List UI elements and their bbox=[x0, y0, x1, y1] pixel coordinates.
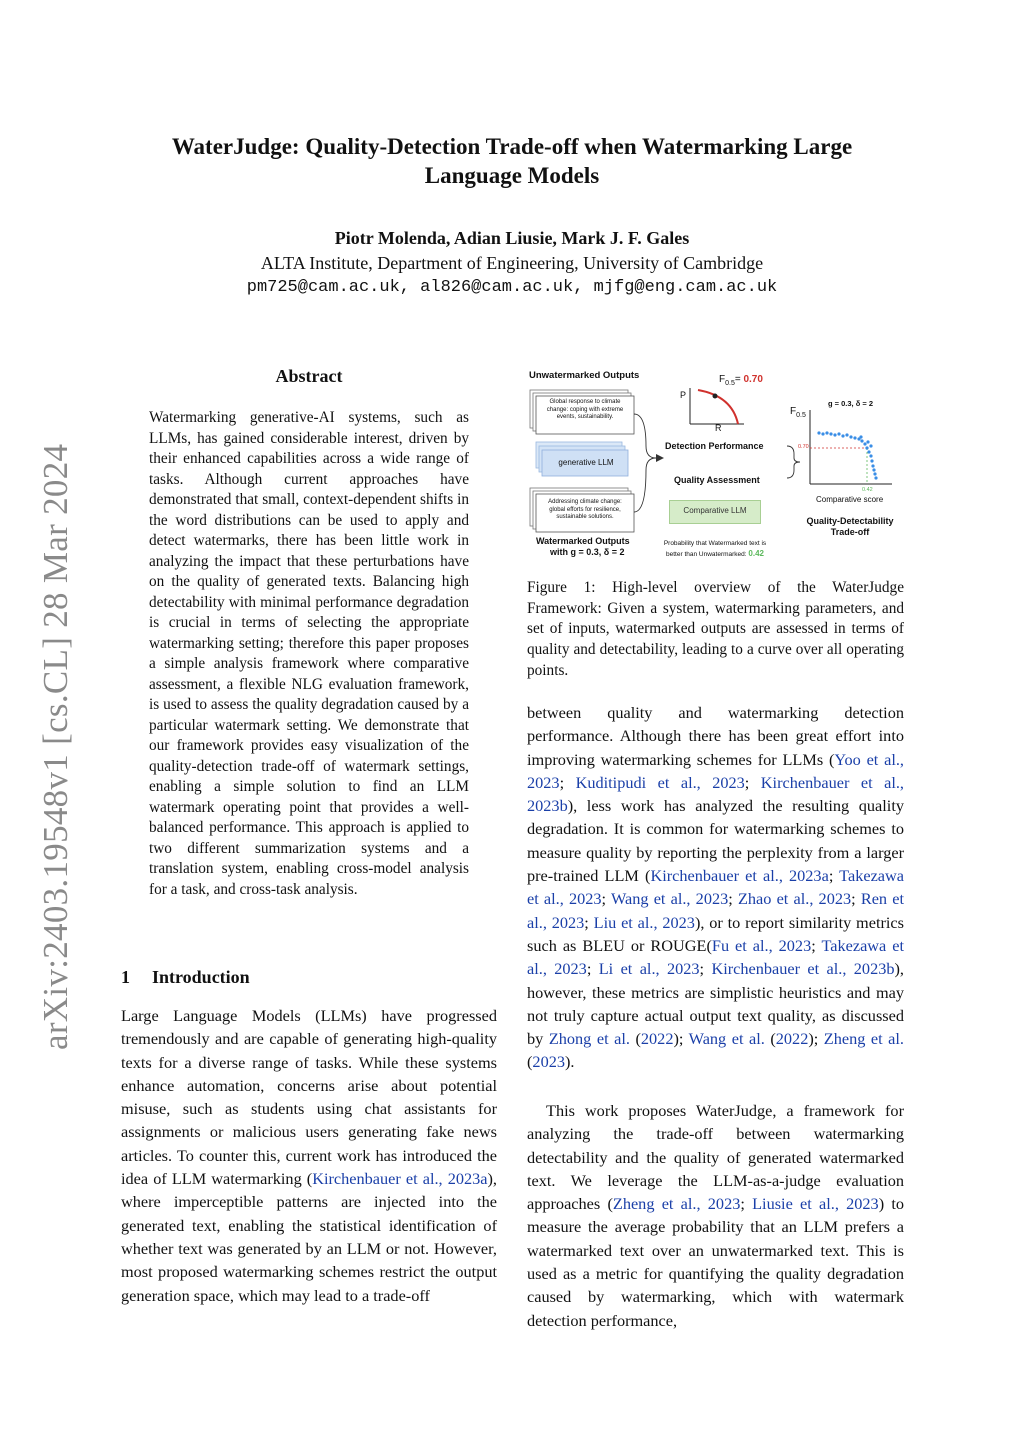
citation-link[interactable]: Li et al., 2023 bbox=[598, 959, 700, 979]
paper-title bbox=[0, 132, 1024, 190]
citation-link[interactable]: Zheng et al. bbox=[823, 1029, 905, 1049]
doc-bottom-text: Addressing climate change: global efforts for resilience, sustainable solutions. bbox=[548, 499, 622, 520]
text-run: ; bbox=[828, 866, 840, 886]
citation-link[interactable]: Kirchenbauer et al., 2023b bbox=[711, 959, 895, 979]
citation-link[interactable]: Ren et al., 2023 bbox=[527, 889, 904, 932]
doc-top-text: Global response to climate change: coping with extreme events, sustainability. bbox=[546, 399, 624, 420]
authors: Piotr Molenda, Adian Liusie, Mark J. F. Gales bbox=[334, 228, 690, 248]
pr-axis-r-label: R bbox=[715, 423, 722, 433]
arrow-head bbox=[656, 454, 664, 462]
probability-value: 0.42 bbox=[748, 549, 764, 558]
f-equals: = bbox=[734, 374, 741, 385]
citation-link[interactable]: 2023 bbox=[532, 1052, 565, 1072]
citation-link[interactable]: Wang et al. bbox=[688, 1029, 765, 1049]
text-run: between quality and watermarking detection performance. Although there has been great effort into improving watermarking schemes for LLMs ( bbox=[527, 703, 904, 769]
text-run: ) to measure the average probability that an LLM prefers a watermarked text over an unwatermarked text. This is used as a metric for quantifying the quality degradation caused by watermarking, which with watermark detection performance, bbox=[527, 1194, 904, 1330]
text-run: ), where imperceptible patterns are injected into the generated text, enabling the statistical identification of whether text was generated by an LLM or not. However, most proposed watermarking schemes restrict the output generation space, which may lead to a trade-off bbox=[121, 1169, 497, 1305]
detection-performance-label: Detection Performance bbox=[665, 441, 764, 451]
brace-connector bbox=[787, 446, 800, 478]
f-score-value: 0.70 bbox=[743, 374, 763, 385]
citation-link[interactable]: Zhong et al. bbox=[548, 1029, 630, 1049]
text-run: ), however, these metrics are simplistic heuristics and may not truly capture actual output text quality, as discussed by bbox=[527, 959, 904, 1049]
text-run: This work proposes WaterJudge, a framework for analyzing the trade-off between watermarking detectability and the quality of generated watermarked text. We leverage the LLM-as-a-judge evaluation approaches ( bbox=[527, 1101, 904, 1214]
text-run: ( bbox=[527, 1052, 533, 1072]
tradeoff-scatter bbox=[817, 431, 877, 479]
text-run: Large Language Models (LLMs) have progressed tremendously and are capable of generating high-quality texts for a diverse range of tasks. While these systems enhance automation, concerns arise about potential misuse, such as students using chat assistants for assignments or malicious users generating fake news articles. To counter this, current work has introduced the idea of LLM watermarking ( bbox=[121, 1006, 497, 1189]
arrow-connector bbox=[634, 458, 656, 512]
citation-link[interactable]: Kuditipudi et al., 2023 bbox=[575, 772, 745, 792]
citation-link[interactable]: Kirchenbauer et al., 2023a bbox=[312, 1169, 488, 1189]
pr-axis-p-label: P bbox=[680, 390, 687, 400]
title-line-2: Language Models bbox=[424, 163, 600, 188]
quality-assessment-label: Quality Assessment bbox=[674, 475, 760, 485]
text-run: ; bbox=[728, 889, 738, 909]
tradeoff-title-2: Trade-off bbox=[830, 527, 870, 537]
text-run: ; bbox=[586, 959, 599, 979]
text-run: ), less work has analyzed the resulting quality degradation. It is common for watermarking schemes to measure quality by reporting the perplexity from a larger pre-trained LLM ( bbox=[527, 796, 904, 886]
citation-link[interactable]: Kirchenbauer et al., 2023b bbox=[527, 772, 904, 816]
f-score-label bbox=[719, 374, 763, 387]
citation-link[interactable]: Fu et al., 2023 bbox=[711, 935, 812, 955]
text-run: ; bbox=[559, 772, 576, 792]
tradeoff-title-1: Quality-Detectability bbox=[806, 516, 894, 526]
probability-line-2 bbox=[660, 549, 770, 558]
citation-link[interactable]: Liu et al., 2023 bbox=[593, 912, 695, 932]
section-title: Introduction bbox=[152, 967, 250, 987]
tradeoff-y-tick: 0.70 bbox=[798, 444, 809, 450]
generative-llm-label: generative LLM bbox=[558, 458, 614, 467]
text-run: ). bbox=[564, 1052, 575, 1072]
text-run: ); bbox=[673, 1029, 689, 1049]
text-run: ), or to report similarity metrics such as BLEU or ROUGE( bbox=[527, 912, 904, 955]
comparative-llm-label: Comparative LLM bbox=[683, 506, 747, 515]
watermarked-label-1: Watermarked Outputs bbox=[536, 536, 630, 546]
tradeoff-y-subscript: 0.5 bbox=[796, 412, 806, 419]
citation-link[interactable]: Takezawa et al., 2023 bbox=[527, 935, 905, 979]
tradeoff-x-tick: 0.42 bbox=[862, 487, 873, 493]
text-run: ; bbox=[851, 889, 861, 909]
text-run: ( bbox=[629, 1029, 641, 1049]
watermarked-label-2: with g = 0.3, δ = 2 bbox=[550, 547, 625, 557]
section-heading-introduction bbox=[121, 967, 250, 988]
text-run: ; bbox=[584, 912, 594, 932]
f-subscript: 0.5 bbox=[725, 380, 735, 387]
arxiv-identifier: arXiv:2403.19548v1 [cs.CL] 28 Mar 2024 bbox=[36, 443, 75, 1050]
citation-link[interactable]: Zheng et al., 2023 bbox=[612, 1194, 741, 1214]
citation-link[interactable]: Wang et al., 2023 bbox=[610, 889, 729, 909]
tradeoff-x-label: Comparative score bbox=[816, 495, 884, 504]
tradeoff-params: g = 0.3, δ = 2 bbox=[828, 399, 873, 408]
tradeoff-y-label bbox=[790, 406, 806, 419]
f-symbol: F bbox=[719, 374, 726, 385]
author-emails: pm725@cam.ac.uk, al826@cam.ac.uk, mjfg@eng.cam.ac.uk bbox=[246, 278, 778, 297]
section-number: 1 bbox=[121, 967, 130, 987]
text-run: ; bbox=[744, 772, 761, 792]
pr-operating-point bbox=[713, 394, 718, 399]
abstract-text: Watermarking generative-AI systems, such as LLMs, has gained considerable interest, driven by their enhanced capabilities across a wide range of tasks. Although current approaches have demonstrated that small, context-dependent shifts in the word distributions can be used to apply and detect watermarks, there has been little work in analyzing the impact that these perturbations have on the quality of generated texts. Balancing high detectability with minimal performance degradation is crucial in terms of selecting the appropriate watermarking setting; therefore this paper proposes a simple analysis framework where comparative assessment, a flexible NLG evaluation framework, is used to assess the quality degradation caused by a particular watermark setting. We demonstrate that our framework provides easy visualization of the quality-detection trade-off of watermark settings, enabling a simple solution to find an LLM watermark operating point that provides a well-balanced performance. This approach is applied to two different summarization systems and a translation system, enabling cross-model analysis for a task, and cross-task analysis. bbox=[149, 409, 469, 898]
figure-caption: Figure 1: High-level overview of the WaterJudge Framework: Given a system, watermarking parameters, and set of inputs, watermarked outputs are assessed in terms of quality and detectability, leading to a curve over all operating points. bbox=[527, 579, 904, 679]
unwatermarked-label: Unwatermarked Outputs bbox=[529, 370, 640, 381]
text-run: ; bbox=[699, 959, 712, 979]
citation-link[interactable]: Takezawa et al., 2023 bbox=[527, 866, 905, 909]
text-run: ; bbox=[740, 1194, 753, 1214]
citation-link[interactable]: 2022 bbox=[775, 1029, 809, 1049]
figure-1 bbox=[522, 366, 908, 564]
arrow-connector bbox=[634, 414, 656, 458]
tradeoff-y-symbol: F bbox=[790, 406, 797, 417]
title-line-1: WaterJudge: Quality-Detection Trade-off when Watermarking Large bbox=[171, 134, 853, 159]
probability-text: better than Unwatermarked: bbox=[666, 551, 747, 558]
probability-line-1: Probability that Watermarked text is bbox=[663, 540, 767, 547]
citation-link[interactable]: Kirchenbauer et al., 2023a bbox=[650, 866, 829, 886]
citation-link[interactable]: Zhao et al., 2023 bbox=[737, 889, 852, 909]
text-run: ; bbox=[601, 889, 611, 909]
text-run: ; bbox=[811, 935, 822, 955]
pr-curve bbox=[698, 390, 738, 424]
citation-link[interactable]: Liusie et al., 2023 bbox=[752, 1194, 879, 1214]
right-paragraph-1 bbox=[527, 701, 904, 1074]
affiliation: ALTA Institute, Department of Engineering, University of Cambridge bbox=[260, 253, 764, 273]
citation-link[interactable]: Yoo et al., 2023 bbox=[527, 749, 904, 792]
right-paragraph-2 bbox=[527, 1099, 904, 1332]
text-run: ); bbox=[808, 1029, 824, 1049]
text-run: ( bbox=[764, 1029, 776, 1049]
intro-paragraph-1 bbox=[121, 1004, 497, 1307]
citation-link[interactable]: 2022 bbox=[640, 1029, 674, 1049]
abstract-heading: Abstract bbox=[275, 366, 343, 386]
